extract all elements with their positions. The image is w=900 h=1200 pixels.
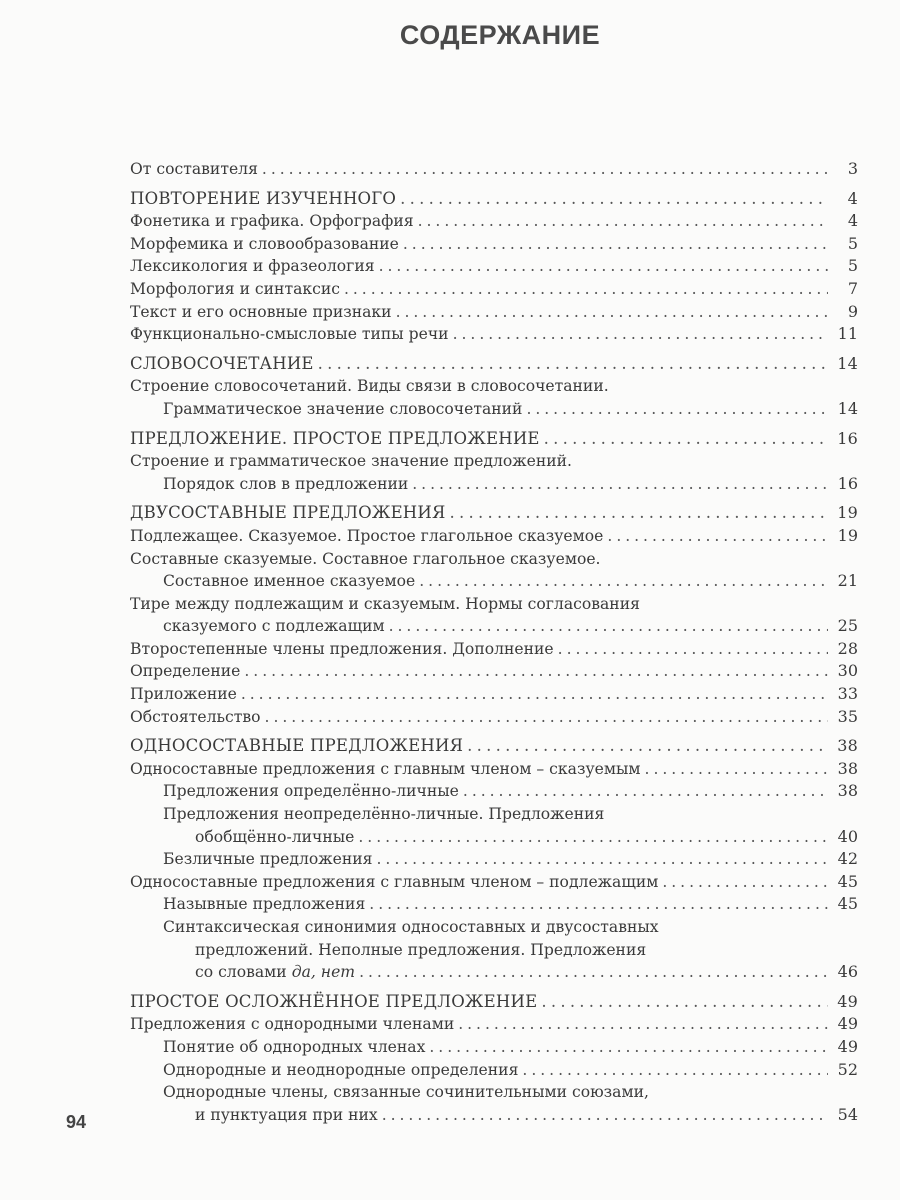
dot-leader xyxy=(377,848,829,871)
toc-entry xyxy=(130,1036,858,1059)
toc-entry-title: От составителя xyxy=(130,160,258,178)
toc-page-number: 42 xyxy=(837,849,858,869)
toc-entry xyxy=(130,473,858,496)
toc-page-number: 14 xyxy=(837,398,858,418)
dot-leader xyxy=(607,525,828,548)
toc-entry xyxy=(130,1104,858,1127)
toc-entry xyxy=(130,375,858,398)
dot-leader xyxy=(265,706,828,729)
toc-page-number: 54 xyxy=(837,1104,858,1124)
toc-entry-title: Фонетика и графика. Орфография xyxy=(130,212,414,231)
toc-entry-title: Назывные предложения xyxy=(163,895,366,914)
table-of-contents xyxy=(130,158,858,1126)
dot-leader xyxy=(400,188,828,211)
toc-entry-title: Функционально-смысловые типы речи xyxy=(130,325,449,344)
toc-entry-title: ОДНОСОСТАВНЫЕ ПРЕДЛОЖЕНИЯ xyxy=(130,736,464,756)
toc-entry xyxy=(130,398,858,421)
toc-entry-title: Второстепенные члены предложения. Дополнение xyxy=(130,639,554,658)
dot-leader xyxy=(389,615,828,638)
dot-leader xyxy=(453,323,828,346)
toc-entry-title: Составное именное сказуемое xyxy=(163,572,416,591)
toc-page-number: 49 xyxy=(837,1014,858,1034)
dot-leader xyxy=(463,780,828,803)
toc-entry xyxy=(130,916,858,939)
toc-page-number: 19 xyxy=(837,525,858,545)
dot-leader xyxy=(344,278,828,301)
toc-page-number: 19 xyxy=(837,503,858,523)
toc-entry xyxy=(130,780,858,803)
toc-entry-title: Односоставные предложения с главным членом – подлежащим xyxy=(130,872,659,891)
dot-leader xyxy=(419,570,828,593)
toc-entry-title: Однородные члены, связанные сочинительными союзами, xyxy=(163,1083,649,1102)
dot-leader xyxy=(662,871,828,894)
dot-leader xyxy=(244,660,828,683)
toc-entry-title: Синтаксическая синонимия односоставных и двусоставных xyxy=(163,918,659,936)
toc-entry-title: Подлежащее. Сказуемое. Простое глагольное сказуемое xyxy=(130,526,604,545)
toc-entry-title: Составные сказуемые. Составное глагольное сказуемое. xyxy=(130,549,601,568)
toc-page-number: 3 xyxy=(847,159,858,178)
dot-leader xyxy=(358,826,828,849)
toc-page-number: 5 xyxy=(847,233,858,253)
toc-entry xyxy=(130,525,858,548)
dot-leader xyxy=(526,398,828,421)
toc-entry xyxy=(130,961,858,984)
toc-entry-title: Предложения определённо-личные xyxy=(163,782,459,801)
page-number: 94 xyxy=(66,1112,87,1132)
toc-page-number: 25 xyxy=(837,616,858,636)
toc-entry xyxy=(130,758,858,781)
toc-page-number: 46 xyxy=(837,962,858,982)
toc-entry-italic-words: да, нет xyxy=(291,963,356,982)
dot-leader xyxy=(467,735,828,758)
toc-page-number: 14 xyxy=(837,353,858,373)
toc-entry-title: Строение словосочетаний. Виды связи в словосочетании. xyxy=(130,377,609,396)
toc-entry xyxy=(130,826,858,849)
toc-entry-title: ПРЕДЛОЖЕНИЕ. ПРОСТОЕ ПРЕДЛОЖЕНИЕ xyxy=(130,428,540,448)
toc-entry xyxy=(130,233,858,256)
toc-entry xyxy=(130,1059,858,1082)
toc-page-number: 33 xyxy=(837,684,858,704)
dot-leader xyxy=(558,638,828,661)
toc-page-number: 11 xyxy=(837,324,858,344)
dot-leader xyxy=(379,255,828,278)
dot-leader xyxy=(458,1013,828,1036)
dot-leader xyxy=(418,210,828,233)
toc-page-number: 16 xyxy=(837,473,858,493)
toc-section-heading xyxy=(130,188,858,211)
toc-entry-title: Морфемика и словообразование xyxy=(130,234,399,253)
toc-page-number: 45 xyxy=(837,894,858,914)
toc-section-heading xyxy=(130,428,858,451)
toc-entry xyxy=(130,450,858,473)
toc-entry xyxy=(130,570,858,593)
toc-entry xyxy=(130,1081,858,1104)
toc-entry-title: Приложение xyxy=(130,685,237,704)
toc-entry-title: СЛОВОСОЧЕТАНИЕ xyxy=(130,353,314,373)
toc-entry-title: и пунктуация при них xyxy=(195,1105,378,1124)
toc-entry-title: Грамматическое значение словосочетаний xyxy=(163,399,523,418)
toc-entry xyxy=(130,638,858,661)
toc-entry-title: Предложения неопределённо-личные. Предложения xyxy=(163,805,605,824)
toc-entry xyxy=(130,593,858,616)
toc-entry-title: Безличные предложения xyxy=(163,850,373,869)
toc-entry xyxy=(130,278,858,301)
dot-leader xyxy=(403,233,828,256)
toc-page-number: 38 xyxy=(837,736,858,756)
toc-entry-title: Обстоятельство xyxy=(130,707,261,726)
toc-page-number: 30 xyxy=(837,661,858,681)
dot-leader xyxy=(450,502,828,525)
toc-entry-title: ПРОСТОЕ ОСЛОЖНЁННОЕ ПРЕДЛОЖЕНИЕ xyxy=(130,991,538,1011)
toc-entry-title: Порядок слов в предложении xyxy=(163,474,409,493)
toc-entry xyxy=(130,893,858,916)
dot-leader xyxy=(382,1104,828,1127)
toc-page-number: 21 xyxy=(837,571,858,591)
toc-page-number: 49 xyxy=(837,991,858,1011)
toc-entry xyxy=(130,848,858,871)
toc-entry-title: ДВУСОСТАВНЫЕ ПРЕДЛОЖЕНИЯ xyxy=(130,503,446,523)
toc-entry-title: Текст и его основные признаки xyxy=(130,302,392,321)
toc-page-number: 16 xyxy=(837,428,858,448)
toc-page-number: 5 xyxy=(847,256,858,276)
dot-leader xyxy=(262,158,828,181)
toc-section-heading xyxy=(130,502,858,525)
toc-entry-title: ПОВТОРЕНИЕ ИЗУЧЕННОГО xyxy=(130,188,397,208)
toc-entry xyxy=(130,158,858,181)
toc-entry xyxy=(130,301,858,324)
toc-page-number: 4 xyxy=(847,211,858,231)
toc-entry xyxy=(130,803,858,826)
toc-entry-title: обобщённо-личные xyxy=(195,827,355,846)
toc-page-number: 38 xyxy=(837,758,858,778)
dot-leader xyxy=(369,893,828,916)
dot-leader xyxy=(541,991,828,1014)
toc-entry xyxy=(130,210,858,233)
toc-entry xyxy=(130,323,858,346)
toc-entry-title: Понятие об однородных членах xyxy=(163,1037,426,1056)
toc-entry-title: Односоставные предложения с главным членом – сказуемым xyxy=(130,759,641,778)
toc-entry xyxy=(130,615,858,638)
dot-leader xyxy=(412,473,828,496)
toc-entry-title: Однородные и неоднородные определения xyxy=(163,1060,519,1079)
toc-entry xyxy=(130,683,858,706)
toc-entry-title: Строение и грамматическое значение предложений. xyxy=(130,452,573,471)
toc-entry xyxy=(130,939,858,962)
dot-leader xyxy=(359,961,828,984)
toc-section-heading xyxy=(130,353,858,376)
toc-page-number: 28 xyxy=(837,638,858,658)
toc-entry-title: Тире между подлежащим и сказуемым. Нормы согласования xyxy=(130,594,640,613)
toc-entry xyxy=(130,255,858,278)
toc-page-number: 49 xyxy=(837,1036,858,1056)
dot-leader xyxy=(241,683,828,706)
toc-entry xyxy=(130,706,858,729)
toc-entry-title: Морфология и синтаксис xyxy=(130,279,340,298)
toc-entry-title: Предложения с однородными членами xyxy=(130,1015,455,1034)
dot-leader xyxy=(522,1059,828,1082)
toc-page-number: 7 xyxy=(847,278,858,298)
toc-section-heading xyxy=(130,735,858,758)
dot-leader xyxy=(429,1036,828,1059)
dot-leader xyxy=(318,353,828,376)
toc-entry-title: со словами xyxy=(195,963,287,982)
toc-entry xyxy=(130,548,858,571)
toc-entry-title: Определение xyxy=(130,662,241,681)
toc-page-number: 9 xyxy=(847,301,858,321)
toc-page-number: 4 xyxy=(847,188,858,208)
page-title: СОДЕРЖАНИЕ xyxy=(399,20,601,50)
toc-entry-title: предложений. Неполные предложения. Предложения xyxy=(195,940,647,959)
toc-section-heading xyxy=(130,991,858,1014)
toc-page-number: 45 xyxy=(837,871,858,891)
toc-page-number: 35 xyxy=(837,706,858,726)
toc-entry-title: Лексикология и фразеология xyxy=(130,257,375,276)
toc-entry-title: сказуемого с подлежащим xyxy=(163,617,385,636)
dot-leader xyxy=(645,758,828,781)
toc-page-number: 40 xyxy=(837,826,858,846)
toc-entry xyxy=(130,660,858,683)
toc-entry xyxy=(130,1013,858,1036)
dot-leader xyxy=(544,428,828,451)
dot-leader xyxy=(396,301,828,324)
toc-entry xyxy=(130,871,858,894)
toc-page-number: 52 xyxy=(837,1059,858,1079)
toc-page-number: 38 xyxy=(837,781,858,801)
